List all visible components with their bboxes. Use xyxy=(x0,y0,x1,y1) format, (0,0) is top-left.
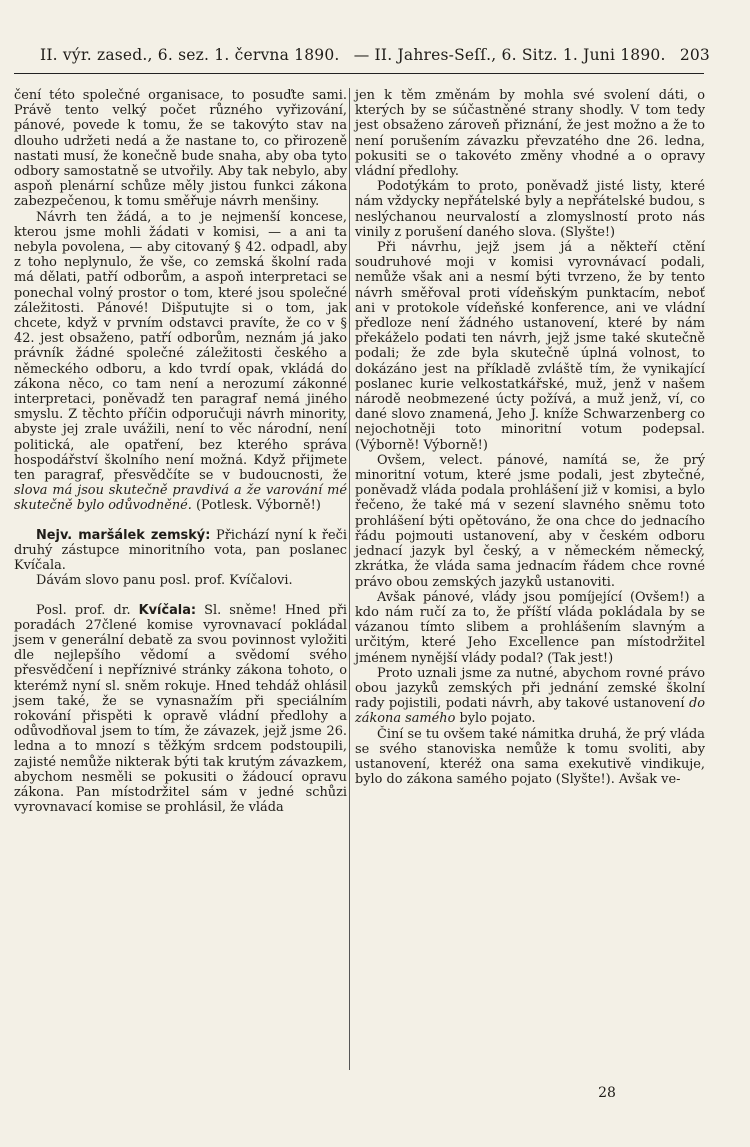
paragraph-text: Proto uznali jsme za nutné, abychom rovné právo obou jazyků zemských při jednání zemské školní rady pojistili, podati návrh, aby takové ustanovení xyxy=(355,665,705,712)
paragraph-text: bylo pojato. xyxy=(459,711,536,727)
paragraph: čení této společné organisace, to posuďte sami. Právě tento velký počet různého vyřizování, pánové, povede k tomu, že se takovýto stav na dlouho udržeti nedá a že nastane to, co přirozeně nastati musí, že konečně bude snaha, aby oba tyto odbory samostatně se utvořily. Aby tak nebylo, aby aspoň plenární schůze měly jistou funkci zákona zabezpečenou, k tomu směřuje návrh menšiny. xyxy=(14,88,347,210)
paragraph: Při návrhu, jejž jsem já a někteří ctění soudruhové moji v komisi vyrovnávací podali, nemůže však ani a nesmí býti tvrzeno, že by tento návrh směřoval proti vídeňským punktacím, neboť ani v protokole vídeňské konference, ani ve vládní předloze není žádného ustanovení, které by nám překáželo podati ten návrh, jejž jsme také skutečně podali; že zde byla skutečně úplná volnost, to dokázáno jest na příkladě zvláště tím, že vynikající poslanec kurie velkostatkářské, muž, jenž v našem národě neobmezené úcty požívá, a muž jenž, ví, co dané slovo znamená, Jeho J. kníže Schwarzenberg co nejochotněji toto minoritní votum podepsal. (Výborně! Výborně!) xyxy=(355,240,705,453)
paragraph: Dávám slovo panu posl. prof. Kvíčalovi. xyxy=(36,573,293,589)
page-number: 203 xyxy=(679,46,710,64)
header-czech: II. výr. zased., 6. sez. 1. června 1890. xyxy=(40,46,340,64)
paragraph: Avšak pánové, vlády jsou pomíjející (Ovšem!) a kdo nám ručí za to, že příští vláda pokládala by se vázanou tímto slibem a prohlášením slavným a určitým, které Jeho Excellence pan místodržitel jménem nynější vlády podal? (Tak jest!) xyxy=(355,589,705,666)
paragraph-text: Návrh ten žádá, a to je nejmenší koncese, kterou jsme mohli žádati v komisi, — a ani ta nebyla povolena, — aby citovaný § 42. odpadl, aby z toho neplynulo, že vše, co zemská školní rada má dělati, patří odborům, a aspoň interpretaci se ponechal volný prostor o tom, které jsou společné záležitosti. Pánové! Dišputujte si o tom, jak chcete, když v prvním odstavci pravíte, že co v § 42. jest obsaženo, patří odborům, neznám já jako právník žádné společné záležitosti českého a německého odboru, a kdo tvrdí opak, vkládá do zákona něco, co tam není a nerozumí zákonné interpretaci, poněvadž ten paragraf nemá jiného smyslu. Z těchto příčin odporučuji návrh minority, abyste jej zrale uvážili, není to věc národní, není politická, ale opatření, bez kterého správa hospodářství školního není možná. Když přijmete ten paragraf, přesvědčíte se v budoucnosti, že xyxy=(14,209,347,484)
speaker-title: Posl. prof. dr. xyxy=(36,602,131,618)
speech-text: Sl. sněme! Hned při poradách 27člené komise vyrovnavací pokládal jsem v generální debatě za svou povinnost vyložiti dle nejlepšího vědomí a svědomí svého přesvědčení i nepříznivé stránky zákona tohoto, o kterémž nyní sl. sněm rokuje. Hned tehdáž ohlásil jsem také, že se vynasnažím při speciálním rokování přispěti k opravě vládní předlohy a odůvodňoval jsem to tím, že závazek, jejž jsme 26. ledna a to mnozí s těžkým srdcem podstoupili, zajisté nemůže nikterak býti tak krutým závazkem, abychom nesměli se pokusiti o žádoucí opravu zákona. Pan místodržitel sám v jedné schůzi vyrovnavací komise se prohlásil, že vláda xyxy=(14,602,347,816)
paragraph: Ovšem, velect. pánové, namítá se, že prý minoritní votum, které jsme podali, jest zbytečné, poněvadž vláda podala prohlášení již v komisi, a bylo řečeno, že také má v sezení slavného sněmu toto prohlášení býti opětováno, že ona chce do jednacího řádu pojmouti ustanovení, aby v českém odboru jednací jazyk byl český, a v německém německý, zkrátka, že vláda sama jednacím řádem chce rovné právo obou zemských jazyků ustanoviti. xyxy=(355,452,705,590)
header-rule xyxy=(14,73,704,74)
right-column xyxy=(355,88,705,787)
speech-text: Přichází nyní k řeči druhý zástupce minoritního vota, pan poslanec Kvíčala. xyxy=(14,527,347,574)
running-header xyxy=(40,46,710,64)
paragraph xyxy=(355,666,705,727)
speaker-paragraph xyxy=(14,528,347,574)
italic-phrase: do zákona samého xyxy=(355,696,705,727)
column-divider xyxy=(349,88,350,1070)
paragraph xyxy=(14,210,347,514)
paragraph: Podotýkám to proto, poněvadž jisté listy, které nám vždycky nepřátelské byly a nepřátelské budou, s neslýchanou neurvalostí a zlomyslností proto nás vinily z porušení daného slova. (Slyšte!) xyxy=(355,179,705,240)
paragraph: Činí se tu ovšem také námitka druhá, že prý vláda se svého stanoviska nemůže k tomu svoliti, aby ustanovení, kteréž ona sama exekutivě vindikuje, bylo do zákona samého pojato (Slyšte!). Avšak ve- xyxy=(355,726,705,788)
speaker-paragraph xyxy=(14,603,347,816)
signature-mark: 28 xyxy=(598,1085,616,1101)
speaker-name: Nejv. maršálek zemský: xyxy=(36,527,211,543)
speaker-name: Kvíčala: xyxy=(138,602,197,618)
header-german: — II. Jahres-Seſſ., 6. Sitz. 1. Juni 1890. xyxy=(353,46,666,64)
reaction-text: (Potlesk. Výborně!) xyxy=(195,498,321,514)
italic-quote: slova má jsou skutečně pravdivá a že varování mé skutečně bylo odůvodněné. xyxy=(14,483,347,514)
paragraph: jen k těm změnám by mohla své svolení dáti, o kterých by se súčastněné strany shodly. V tom tedy jest obsaženo zároveň přiznání, že jest možno a že to není porušením závazku převzatého dne 26. ledna, pokusiti se o takovéto změny vhodné a o opravy vládní předlohy. xyxy=(355,88,705,180)
left-column xyxy=(14,88,347,815)
